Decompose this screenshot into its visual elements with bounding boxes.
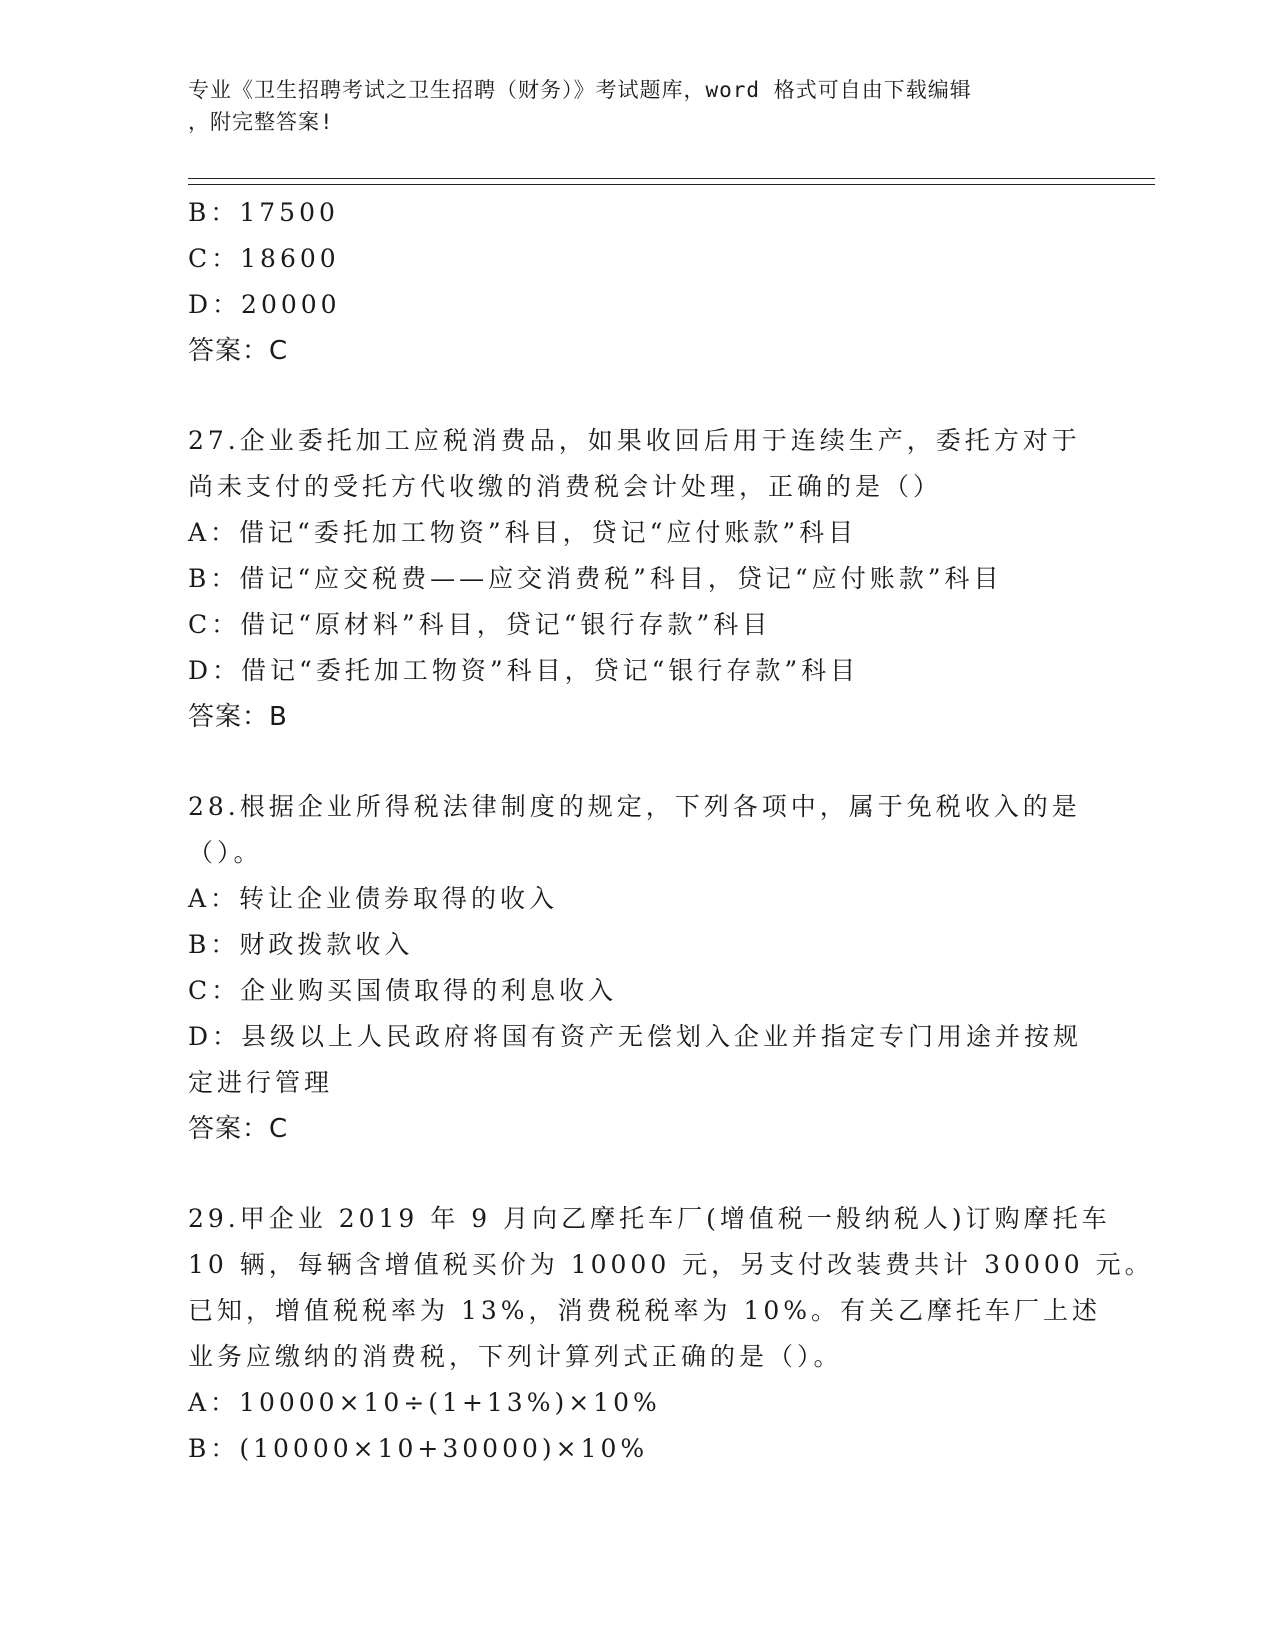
- q27-option-d: D：借记“委托加工物资”科目，贷记“银行存款”科目: [188, 656, 860, 685]
- q29-stem-line-2: 10 辆，每辆含增值税买价为 10000 元，另支付改装费共计 30000 元。: [188, 1250, 1154, 1279]
- question-28: [188, 784, 1088, 1152]
- question-27: [188, 418, 1088, 740]
- q28-option-b: B：财政拨款收入: [188, 930, 414, 959]
- q27-option-c: C：借记“原材料”科目，贷记“银行存款”科目: [188, 610, 772, 639]
- q29-stem-line-3: 已知，增值税税率为 13%，消费税税率为 10%。有关乙摩托车厂上述: [188, 1296, 1102, 1325]
- spacer: [188, 374, 1088, 418]
- header-divider-bottom: [188, 184, 1155, 185]
- q27-option-a: A：借记“委托加工物资”科目，贷记“应付账款”科目: [188, 518, 858, 547]
- q29-stem-line-1: 29.甲企业 2019 年 9 月向乙摩托车厂(增值税一般纳税人)订购摩托车: [188, 1204, 1111, 1233]
- q28-option-d-line-2: 定进行管理: [188, 1068, 334, 1097]
- question-list: [188, 190, 1154, 1472]
- q29-option-b: B：(10000×10+30000)×10%: [188, 1434, 649, 1463]
- spacer: [188, 740, 1088, 784]
- header-line-1: 专业《卫生招聘考试之卫生招聘（财务）》考试题库，word 格式可自由下载编辑: [188, 78, 972, 102]
- q28-option-c: C：企业购买国债取得的利息收入: [188, 976, 618, 1005]
- q29-stem-line-4: 业务应缴纳的消费税，下列计算列式正确的是（）。: [188, 1342, 843, 1371]
- q26-option-d: D：20000: [188, 290, 341, 319]
- q26-option-b: B：17500: [188, 198, 339, 227]
- q28-stem-line-2: （）。: [188, 838, 263, 867]
- q27-stem-line-1: 27.企业委托加工应税消费品，如果收回后用于连续生产，委托方对于: [188, 426, 1081, 455]
- q26-option-c: C：18600: [188, 244, 340, 273]
- q27-answer: 答案：B: [188, 702, 288, 732]
- question-26: [188, 190, 1088, 374]
- header-divider-top: [188, 178, 1155, 179]
- q27-stem-line-2: 尚未支付的受托方代收缴的消费税会计处理，正确的是（）: [188, 472, 943, 501]
- q28-option-d-line-1: D：县级以上人民政府将国有资产无偿划入企业并指定专门用途并按规: [188, 1022, 1083, 1051]
- q26-answer: 答案：C: [188, 336, 289, 366]
- header-line-2: ，附完整答案!: [188, 110, 334, 134]
- q28-stem-line-1: 28.根据企业所得税法律制度的规定，下列各项中，属于免税收入的是: [188, 792, 1081, 821]
- q28-answer: 答案：C: [188, 1114, 289, 1144]
- q29-option-a: A：10000×10÷(1+13%)×10%: [188, 1388, 661, 1417]
- document-header: [188, 74, 1068, 138]
- q28-option-a: A：转让企业债券取得的收入: [188, 884, 559, 913]
- question-29: [188, 1196, 1154, 1472]
- q27-option-b: B：借记“应交税费——应交消费税”科目，贷记“应付账款”科目: [188, 564, 1003, 593]
- spacer: [188, 1152, 1088, 1196]
